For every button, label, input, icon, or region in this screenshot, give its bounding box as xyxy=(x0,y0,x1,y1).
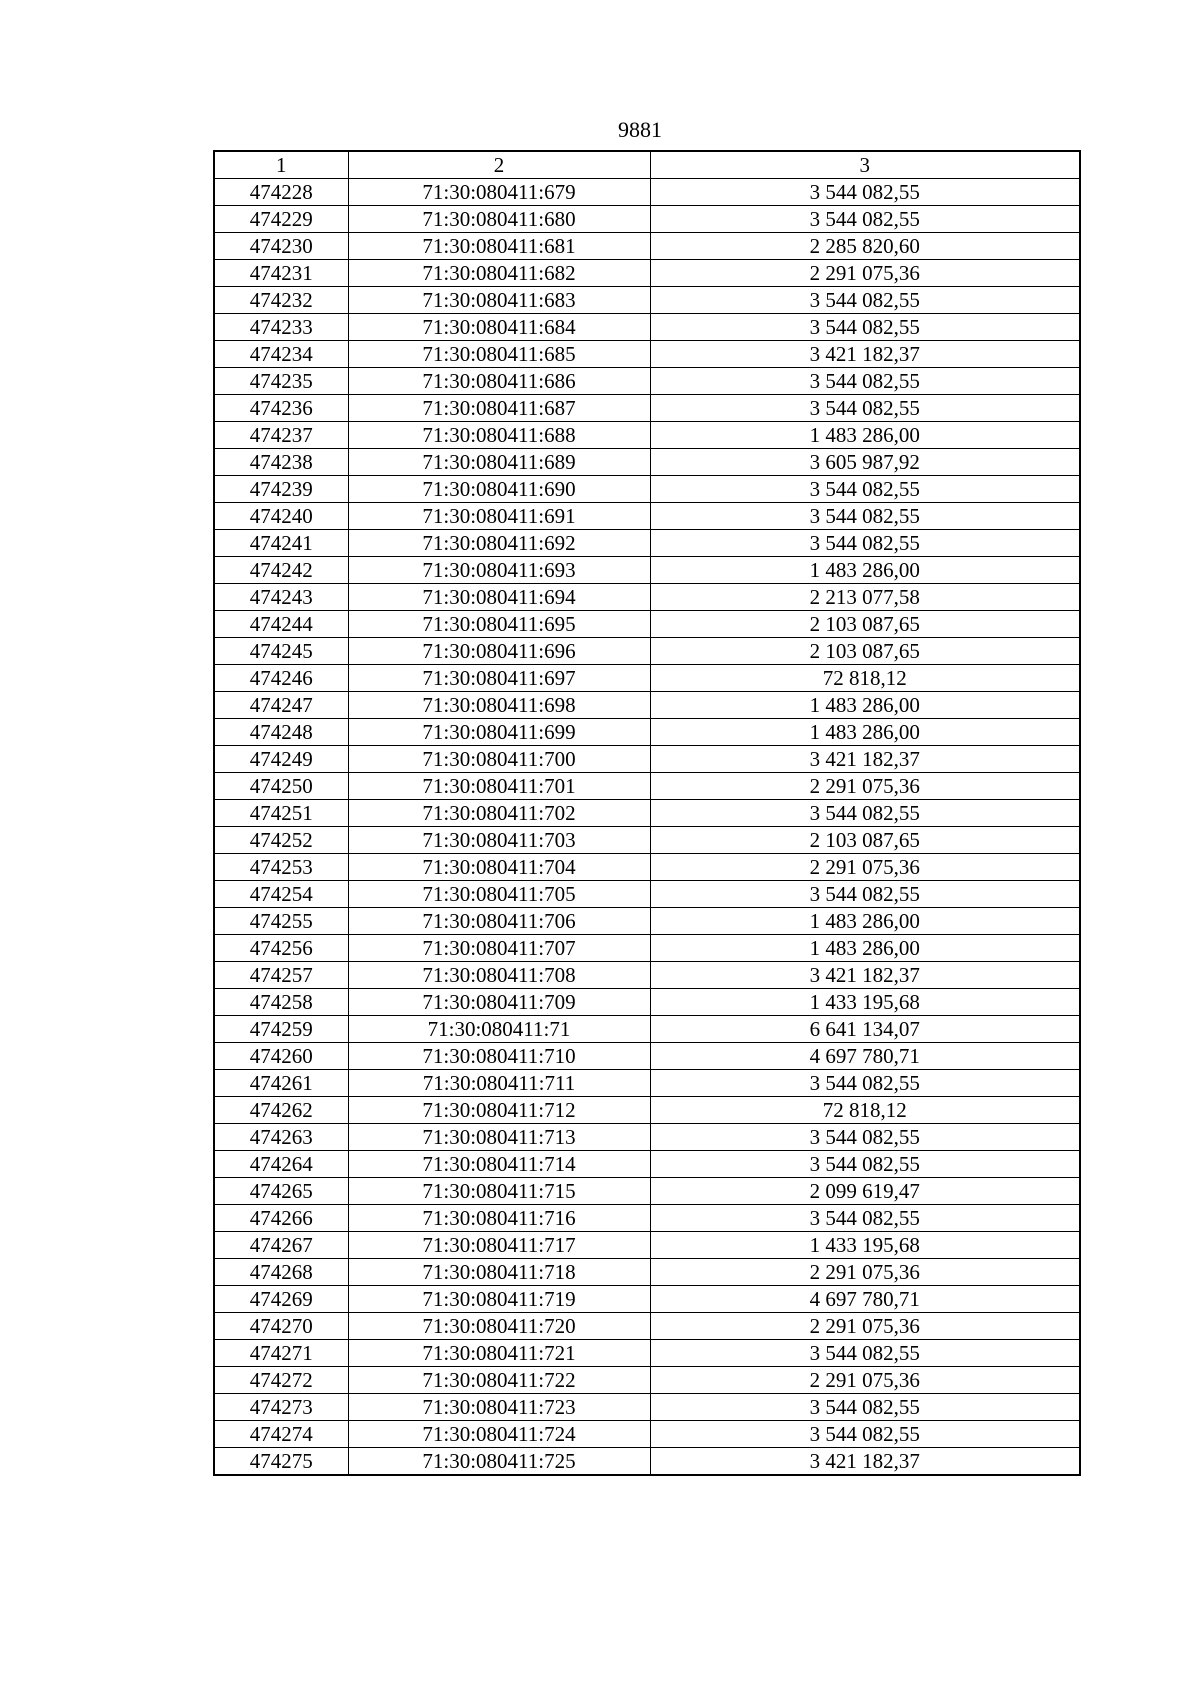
row-number-cell: 474234 xyxy=(214,341,348,368)
row-number-cell: 474273 xyxy=(214,1394,348,1421)
value-cell: 2 291 075,36 xyxy=(650,1259,1080,1286)
cadastral-number-cell: 71:30:080411:716 xyxy=(348,1205,650,1232)
column-header-2: 2 xyxy=(348,151,650,179)
cadastral-number-cell: 71:30:080411:715 xyxy=(348,1178,650,1205)
table-row xyxy=(214,1016,1080,1043)
value-cell: 4 697 780,71 xyxy=(650,1043,1080,1070)
row-number-cell: 474266 xyxy=(214,1205,348,1232)
table-row xyxy=(214,341,1080,368)
cadastral-number-cell: 71:30:080411:702 xyxy=(348,800,650,827)
cadastral-number-cell: 71:30:080411:693 xyxy=(348,557,650,584)
table-row xyxy=(214,1313,1080,1340)
value-cell: 3 544 082,55 xyxy=(650,1070,1080,1097)
cadastral-number-cell: 71:30:080411:71 xyxy=(348,1016,650,1043)
value-cell: 3 544 082,55 xyxy=(650,530,1080,557)
cadastral-number-cell: 71:30:080411:712 xyxy=(348,1097,650,1124)
page-number: 9881 xyxy=(618,117,662,142)
table-row xyxy=(214,1421,1080,1448)
row-number-cell: 474244 xyxy=(214,611,348,638)
cadastral-number-cell: 71:30:080411:695 xyxy=(348,611,650,638)
row-number-cell: 474254 xyxy=(214,881,348,908)
table-row xyxy=(214,827,1080,854)
row-number-cell: 474248 xyxy=(214,719,348,746)
cadastral-number-cell: 71:30:080411:699 xyxy=(348,719,650,746)
value-cell: 3 544 082,55 xyxy=(650,395,1080,422)
row-number-cell: 474261 xyxy=(214,1070,348,1097)
value-cell: 72 818,12 xyxy=(650,665,1080,692)
value-cell: 2 291 075,36 xyxy=(650,773,1080,800)
value-cell: 2 291 075,36 xyxy=(650,1313,1080,1340)
cadastral-number-cell: 71:30:080411:708 xyxy=(348,962,650,989)
cadastral-number-cell: 71:30:080411:719 xyxy=(348,1286,650,1313)
value-cell: 3 544 082,55 xyxy=(650,503,1080,530)
table-row xyxy=(214,1070,1080,1097)
row-number-cell: 474265 xyxy=(214,1178,348,1205)
row-number-cell: 474239 xyxy=(214,476,348,503)
table-row xyxy=(214,530,1080,557)
row-number-cell: 474260 xyxy=(214,1043,348,1070)
value-cell: 3 544 082,55 xyxy=(650,1421,1080,1448)
value-cell: 3 544 082,55 xyxy=(650,881,1080,908)
cadastral-number-cell: 71:30:080411:696 xyxy=(348,638,650,665)
table-row xyxy=(214,611,1080,638)
value-cell: 2 291 075,36 xyxy=(650,1367,1080,1394)
column-header-3: 3 xyxy=(650,151,1080,179)
row-number-cell: 474236 xyxy=(214,395,348,422)
table-row xyxy=(214,476,1080,503)
table-header-row xyxy=(214,151,1080,179)
table-row xyxy=(214,665,1080,692)
table-row xyxy=(214,908,1080,935)
value-cell: 2 213 077,58 xyxy=(650,584,1080,611)
row-number-cell: 474255 xyxy=(214,908,348,935)
cadastral-number-cell: 71:30:080411:679 xyxy=(348,179,650,206)
cadastral-number-cell: 71:30:080411:720 xyxy=(348,1313,650,1340)
value-cell: 1 483 286,00 xyxy=(650,719,1080,746)
row-number-cell: 474259 xyxy=(214,1016,348,1043)
row-number-cell: 474252 xyxy=(214,827,348,854)
table-row xyxy=(214,638,1080,665)
cadastral-number-cell: 71:30:080411:683 xyxy=(348,287,650,314)
table-row xyxy=(214,1232,1080,1259)
value-cell: 1 433 195,68 xyxy=(650,1232,1080,1259)
cadastral-number-cell: 71:30:080411:711 xyxy=(348,1070,650,1097)
cadastral-number-cell: 71:30:080411:691 xyxy=(348,503,650,530)
cadastral-number-cell: 71:30:080411:724 xyxy=(348,1421,650,1448)
value-cell: 3 421 182,37 xyxy=(650,1448,1080,1476)
value-cell: 3 544 082,55 xyxy=(650,179,1080,206)
table-row xyxy=(214,1259,1080,1286)
value-cell: 3 544 082,55 xyxy=(650,476,1080,503)
value-cell: 1 483 286,00 xyxy=(650,557,1080,584)
row-number-cell: 474251 xyxy=(214,800,348,827)
table-row xyxy=(214,1151,1080,1178)
row-number-cell: 474253 xyxy=(214,854,348,881)
cadastral-number-cell: 71:30:080411:723 xyxy=(348,1394,650,1421)
cadastral-number-cell: 71:30:080411:713 xyxy=(348,1124,650,1151)
cadastral-number-cell: 71:30:080411:689 xyxy=(348,449,650,476)
value-cell: 6 641 134,07 xyxy=(650,1016,1080,1043)
cadastral-number-cell: 71:30:080411:682 xyxy=(348,260,650,287)
row-number-cell: 474262 xyxy=(214,1097,348,1124)
row-number-cell: 474272 xyxy=(214,1367,348,1394)
row-number-cell: 474270 xyxy=(214,1313,348,1340)
data-table xyxy=(213,150,1081,1476)
table-row xyxy=(214,800,1080,827)
table-row xyxy=(214,314,1080,341)
cadastral-number-cell: 71:30:080411:680 xyxy=(348,206,650,233)
value-cell: 2 291 075,36 xyxy=(650,260,1080,287)
value-cell: 3 544 082,55 xyxy=(650,206,1080,233)
value-cell: 3 544 082,55 xyxy=(650,368,1080,395)
cadastral-number-cell: 71:30:080411:694 xyxy=(348,584,650,611)
table-row xyxy=(214,557,1080,584)
cadastral-number-cell: 71:30:080411:721 xyxy=(348,1340,650,1367)
row-number-cell: 474233 xyxy=(214,314,348,341)
cadastral-number-cell: 71:30:080411:700 xyxy=(348,746,650,773)
column-header-1: 1 xyxy=(214,151,348,179)
row-number-cell: 474256 xyxy=(214,935,348,962)
cadastral-number-cell: 71:30:080411:709 xyxy=(348,989,650,1016)
table-row xyxy=(214,1448,1080,1476)
row-number-cell: 474229 xyxy=(214,206,348,233)
value-cell: 3 421 182,37 xyxy=(650,746,1080,773)
table-row xyxy=(214,1394,1080,1421)
table-body xyxy=(214,151,1080,1475)
cadastral-number-cell: 71:30:080411:706 xyxy=(348,908,650,935)
row-number-cell: 474231 xyxy=(214,260,348,287)
row-number-cell: 474267 xyxy=(214,1232,348,1259)
table-row xyxy=(214,773,1080,800)
value-cell: 1 483 286,00 xyxy=(650,692,1080,719)
table-row xyxy=(214,233,1080,260)
value-cell: 2 103 087,65 xyxy=(650,611,1080,638)
row-number-cell: 474245 xyxy=(214,638,348,665)
value-cell: 3 544 082,55 xyxy=(650,287,1080,314)
value-cell: 3 421 182,37 xyxy=(650,341,1080,368)
cadastral-number-cell: 71:30:080411:703 xyxy=(348,827,650,854)
table-row xyxy=(214,260,1080,287)
cadastral-number-cell: 71:30:080411:710 xyxy=(348,1043,650,1070)
cadastral-number-cell: 71:30:080411:686 xyxy=(348,368,650,395)
row-number-cell: 474230 xyxy=(214,233,348,260)
table-row xyxy=(214,935,1080,962)
row-number-cell: 474275 xyxy=(214,1448,348,1476)
table-row xyxy=(214,962,1080,989)
cadastral-number-cell: 71:30:080411:698 xyxy=(348,692,650,719)
value-cell: 3 544 082,55 xyxy=(650,1151,1080,1178)
table-row xyxy=(214,584,1080,611)
row-number-cell: 474232 xyxy=(214,287,348,314)
table-row xyxy=(214,1124,1080,1151)
table-row xyxy=(214,422,1080,449)
cadastral-number-cell: 71:30:080411:714 xyxy=(348,1151,650,1178)
value-cell: 3 544 082,55 xyxy=(650,800,1080,827)
row-number-cell: 474258 xyxy=(214,989,348,1016)
cadastral-number-cell: 71:30:080411:705 xyxy=(348,881,650,908)
table-row xyxy=(214,1097,1080,1124)
table-row xyxy=(214,854,1080,881)
table-row xyxy=(214,1205,1080,1232)
table-row xyxy=(214,881,1080,908)
row-number-cell: 474240 xyxy=(214,503,348,530)
row-number-cell: 474257 xyxy=(214,962,348,989)
cadastral-number-cell: 71:30:080411:707 xyxy=(348,935,650,962)
value-cell: 1 483 286,00 xyxy=(650,908,1080,935)
value-cell: 3 544 082,55 xyxy=(650,1340,1080,1367)
table-row xyxy=(214,503,1080,530)
row-number-cell: 474264 xyxy=(214,1151,348,1178)
table-row xyxy=(214,719,1080,746)
cadastral-number-cell: 71:30:080411:697 xyxy=(348,665,650,692)
row-number-cell: 474249 xyxy=(214,746,348,773)
cadastral-number-cell: 71:30:080411:690 xyxy=(348,476,650,503)
table-row xyxy=(214,1286,1080,1313)
cadastral-number-cell: 71:30:080411:687 xyxy=(348,395,650,422)
row-number-cell: 474268 xyxy=(214,1259,348,1286)
row-number-cell: 474246 xyxy=(214,665,348,692)
value-cell: 3 421 182,37 xyxy=(650,962,1080,989)
row-number-cell: 474263 xyxy=(214,1124,348,1151)
value-cell: 2 291 075,36 xyxy=(650,854,1080,881)
cadastral-number-cell: 71:30:080411:704 xyxy=(348,854,650,881)
value-cell: 3 544 082,55 xyxy=(650,314,1080,341)
value-cell: 3 605 987,92 xyxy=(650,449,1080,476)
table-row xyxy=(214,449,1080,476)
table-row xyxy=(214,1043,1080,1070)
cadastral-number-cell: 71:30:080411:722 xyxy=(348,1367,650,1394)
table-row xyxy=(214,1367,1080,1394)
table-row xyxy=(214,368,1080,395)
table-row xyxy=(214,287,1080,314)
table-row xyxy=(214,206,1080,233)
table-row xyxy=(214,395,1080,422)
row-number-cell: 474247 xyxy=(214,692,348,719)
value-cell: 1 483 286,00 xyxy=(650,935,1080,962)
value-cell: 3 544 082,55 xyxy=(650,1205,1080,1232)
row-number-cell: 474228 xyxy=(214,179,348,206)
value-cell: 72 818,12 xyxy=(650,1097,1080,1124)
cadastral-number-cell: 71:30:080411:685 xyxy=(348,341,650,368)
value-cell: 4 697 780,71 xyxy=(650,1286,1080,1313)
table-row xyxy=(214,989,1080,1016)
value-cell: 2 099 619,47 xyxy=(650,1178,1080,1205)
row-number-cell: 474242 xyxy=(214,557,348,584)
cadastral-number-cell: 71:30:080411:701 xyxy=(348,773,650,800)
value-cell: 1 433 195,68 xyxy=(650,989,1080,1016)
cadastral-number-cell: 71:30:080411:725 xyxy=(348,1448,650,1476)
cadastral-number-cell: 71:30:080411:681 xyxy=(348,233,650,260)
row-number-cell: 474235 xyxy=(214,368,348,395)
cadastral-number-cell: 71:30:080411:684 xyxy=(348,314,650,341)
row-number-cell: 474238 xyxy=(214,449,348,476)
table-row xyxy=(214,179,1080,206)
row-number-cell: 474237 xyxy=(214,422,348,449)
value-cell: 3 544 082,55 xyxy=(650,1124,1080,1151)
table-row xyxy=(214,1178,1080,1205)
row-number-cell: 474250 xyxy=(214,773,348,800)
value-cell: 2 285 820,60 xyxy=(650,233,1080,260)
cadastral-number-cell: 71:30:080411:717 xyxy=(348,1232,650,1259)
value-cell: 1 483 286,00 xyxy=(650,422,1080,449)
table-row xyxy=(214,692,1080,719)
cadastral-number-cell: 71:30:080411:718 xyxy=(348,1259,650,1286)
row-number-cell: 474243 xyxy=(214,584,348,611)
table-row xyxy=(214,746,1080,773)
value-cell: 3 544 082,55 xyxy=(650,1394,1080,1421)
cadastral-number-cell: 71:30:080411:692 xyxy=(348,530,650,557)
row-number-cell: 474271 xyxy=(214,1340,348,1367)
value-cell: 2 103 087,65 xyxy=(650,638,1080,665)
row-number-cell: 474269 xyxy=(214,1286,348,1313)
row-number-cell: 474241 xyxy=(214,530,348,557)
value-cell: 2 103 087,65 xyxy=(650,827,1080,854)
row-number-cell: 474274 xyxy=(214,1421,348,1448)
table-row xyxy=(214,1340,1080,1367)
cadastral-number-cell: 71:30:080411:688 xyxy=(348,422,650,449)
